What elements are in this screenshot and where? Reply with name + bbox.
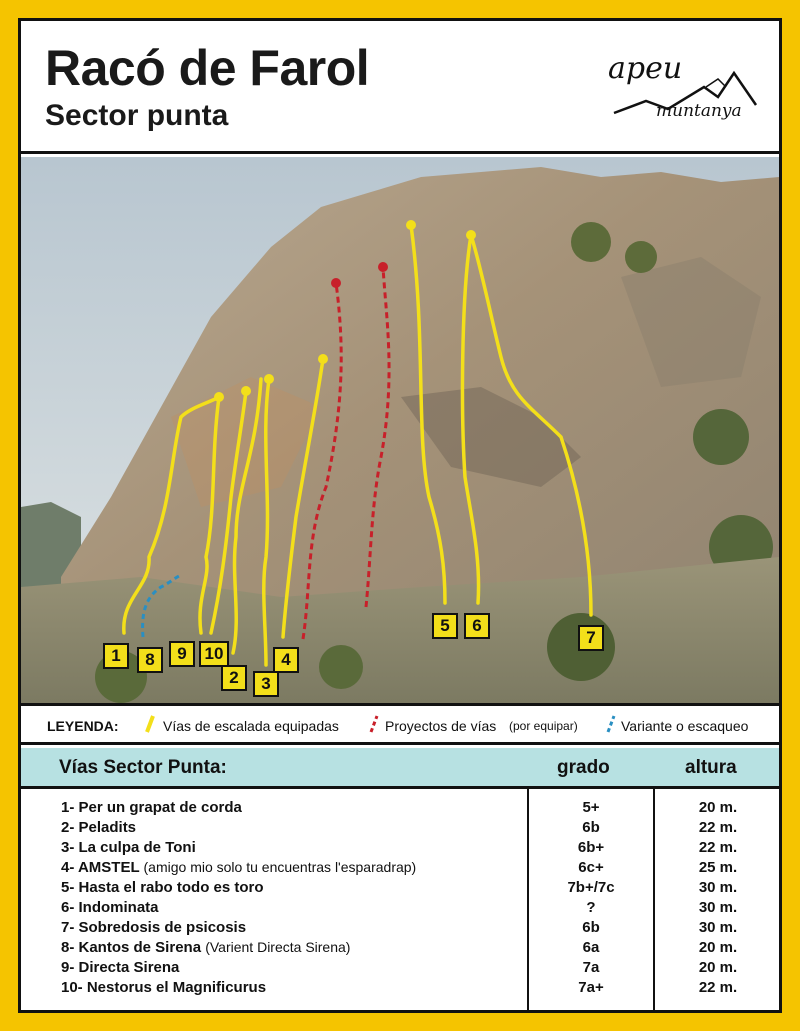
route-grade: 5+ — [582, 799, 600, 816]
route-height: 22 m. — [698, 839, 738, 856]
route-name: 4- AMSTEL — [61, 859, 140, 876]
route-note: (amigo mio solo tu encuentras l'esparadrap) — [143, 859, 417, 875]
routes-table — [21, 789, 779, 1013]
legend — [21, 703, 779, 745]
table-header — [21, 748, 779, 789]
red-dash-icon — [367, 712, 381, 736]
route-anchor — [318, 354, 328, 364]
route-name: 10- Nestorus el Magnificurus — [61, 979, 267, 996]
table-row — [21, 979, 779, 999]
route-label-3: 3 — [253, 671, 279, 697]
apeu-muntanya-logo — [606, 43, 766, 133]
page-subtitle: Sector punta — [45, 99, 229, 132]
route-anchor — [241, 386, 251, 396]
column-height-header: altura — [685, 757, 737, 778]
route-grade: 6b — [582, 819, 600, 836]
route-name: 5- Hasta el rabo todo es toro — [61, 879, 264, 896]
legend-equipped: Vías de escalada equipadas — [163, 718, 339, 734]
shrub — [319, 645, 363, 689]
route-height: 22 m. — [698, 819, 738, 836]
route-label-10: 10 — [199, 641, 229, 667]
table-row — [21, 839, 779, 859]
route-name: 1- Per un grapat de corda — [61, 799, 242, 816]
route-height: 25 m. — [698, 859, 738, 876]
legend-projects-note: (por equipar) — [509, 719, 578, 733]
route-label-4: 4 — [273, 647, 299, 673]
route-label-2: 2 — [221, 665, 247, 691]
route-grade: 6a — [582, 939, 600, 956]
crag-topo-drawing — [21, 157, 779, 703]
route-grade: 7a+ — [578, 979, 604, 996]
route-label-1: 1 — [103, 643, 129, 669]
route-label-6: 6 — [464, 613, 490, 639]
route-height: 22 m. — [698, 979, 738, 996]
route-name: 2- Peladits — [61, 819, 137, 836]
route-label-9: 9 — [169, 641, 195, 667]
route-anchor — [214, 392, 224, 402]
route-height: 30 m. — [698, 899, 738, 916]
page-title: Racó de Farol — [45, 40, 370, 96]
route-anchor — [406, 220, 416, 230]
table-row — [21, 939, 779, 959]
route-label-8: 8 — [137, 647, 163, 673]
route-grade: 6b+ — [577, 839, 605, 856]
yellow-line-icon — [143, 712, 157, 736]
table-row — [21, 959, 779, 979]
project-anchor — [331, 278, 341, 288]
table-title: Vías Sector Punta: — [59, 757, 227, 778]
route-height: 30 m. — [698, 879, 738, 896]
route-grade: 6b — [582, 919, 600, 936]
table-row — [21, 919, 779, 939]
table-row — [21, 899, 779, 919]
route-grade: 7a — [582, 959, 600, 976]
route-name: 3- La culpa de Toni — [61, 839, 196, 856]
table-row — [21, 799, 779, 819]
bush — [693, 409, 749, 465]
legend-label: LEYENDA: — [47, 718, 119, 734]
column-grade-header: grado — [557, 757, 610, 778]
bush — [625, 241, 657, 273]
legend-variant: Variante o escaqueo — [621, 718, 749, 734]
route-note: (Varient Directa Sirena) — [205, 939, 351, 955]
header — [21, 21, 779, 154]
route-name: 6- Indominata — [61, 899, 159, 916]
route-grade: 6c+ — [578, 859, 604, 876]
table-row — [21, 879, 779, 899]
route-name: 9- Directa Sirena — [61, 959, 180, 976]
route-grade: ? — [586, 899, 596, 916]
route-name: 7- Sobredosis de psicosis — [61, 919, 247, 936]
route-label-7: 7 — [578, 625, 604, 651]
route-height: 20 m. — [698, 959, 738, 976]
logo-text-top: apeu — [608, 51, 683, 86]
route-grade: 7b+/7c — [567, 879, 615, 896]
poster-panel — [18, 18, 782, 1013]
table-row — [21, 859, 779, 879]
bush — [571, 222, 611, 262]
legend-projects: Proyectos de vías — [385, 718, 497, 734]
route-anchor — [466, 230, 476, 240]
route-height: 20 m. — [698, 939, 738, 956]
route-label-5: 5 — [432, 613, 458, 639]
blue-dash-icon — [604, 712, 618, 736]
logo-text-bottom: muntanya — [656, 101, 742, 121]
crag-topo-photo — [21, 157, 779, 703]
route-name: 8- Kantos de Sirena — [61, 939, 202, 956]
project-anchor — [378, 262, 388, 272]
table-row — [21, 819, 779, 839]
route-anchor — [264, 374, 274, 384]
route-height: 20 m. — [698, 799, 738, 816]
route-height: 30 m. — [698, 919, 738, 936]
